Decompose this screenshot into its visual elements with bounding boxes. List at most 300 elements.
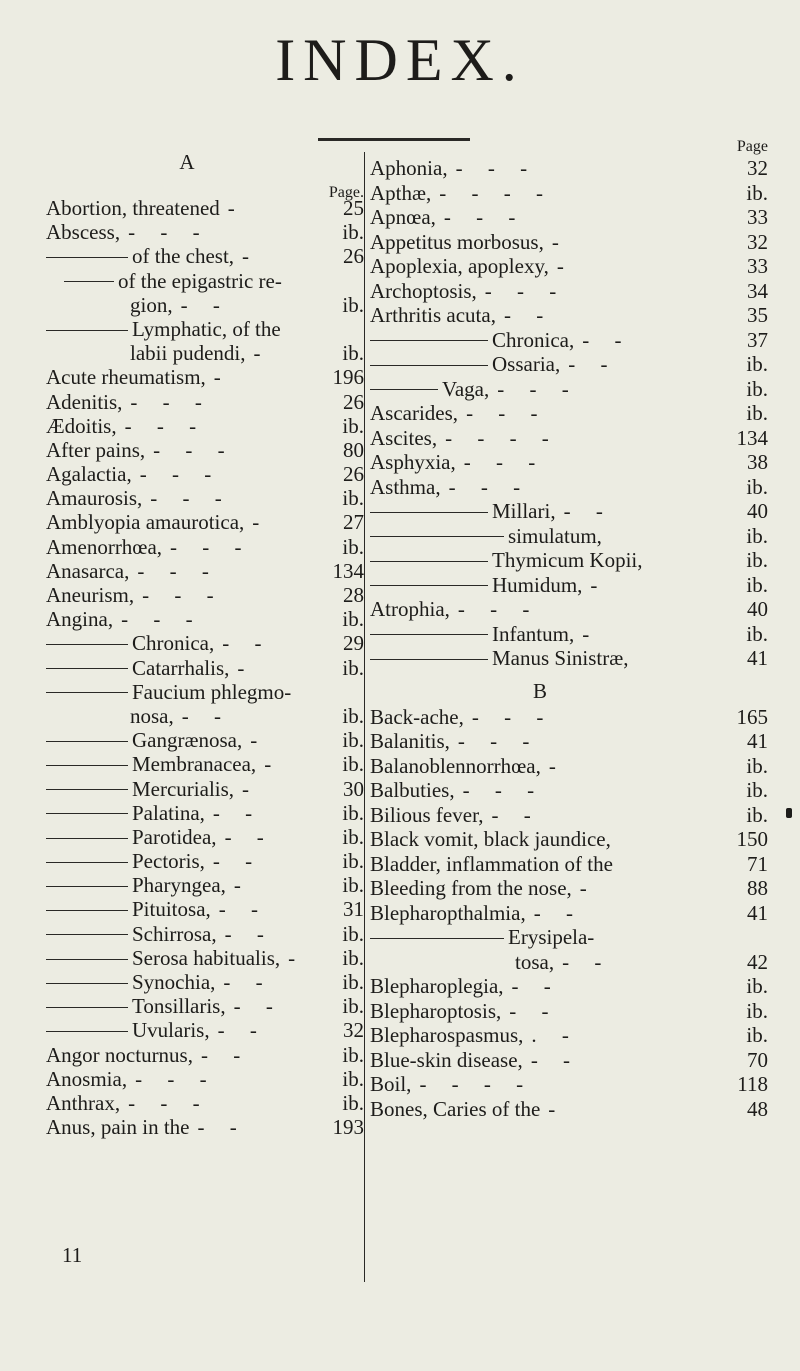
entry-term: Bones, Caries of the <box>370 1096 541 1121</box>
entry-page-number: 26 <box>343 244 364 269</box>
entry-page-number: 48 <box>747 1096 768 1121</box>
leader-dashes: - - - <box>484 278 567 303</box>
title-rule <box>318 138 470 141</box>
entry-term: Bladder, inflammation of the <box>370 851 613 876</box>
leader-dashes: - - <box>533 900 583 925</box>
leader-dashes: - - <box>197 1115 247 1140</box>
entry-term: Arthritis acuta, <box>370 303 496 327</box>
leader-dashes: - - - <box>142 583 224 607</box>
entry-term: Acute rheumatism, <box>46 365 206 390</box>
index-entry <box>370 597 770 622</box>
leader-dashes: - <box>548 1096 566 1121</box>
entry-term: Serosa habitualis, <box>132 945 281 970</box>
entry-page-number: ib. <box>342 970 364 994</box>
leader-dashes: - <box>242 776 260 801</box>
index-entry <box>370 377 770 402</box>
index-entry <box>46 1091 364 1115</box>
index-entry <box>46 631 364 655</box>
ditto-dash <box>46 959 128 960</box>
entry-page-number: ib. <box>746 1023 768 1047</box>
entry-page-number: 27 <box>343 510 364 535</box>
entry-term: Blepharospasmus, <box>370 1023 524 1047</box>
index-entry <box>370 827 770 852</box>
right-entry-list-a <box>370 156 770 671</box>
entry-term: Anosmia, <box>46 1066 128 1091</box>
leader-dashes: - - - <box>124 413 207 438</box>
entry-term: Apthæ, <box>370 180 432 205</box>
entry-page-number: ib. <box>746 401 768 425</box>
ditto-dash <box>46 934 128 935</box>
entry-page-number: ib. <box>342 655 364 680</box>
leader-dashes: - <box>582 621 600 646</box>
index-entry <box>46 559 364 583</box>
leader-dashes: - - - - <box>445 425 559 450</box>
ditto-dash <box>370 365 488 366</box>
page-column-header-right: Page <box>736 138 768 155</box>
right-column <box>370 138 770 1121</box>
ditto-dash <box>370 389 438 390</box>
index-entry <box>46 728 364 752</box>
entry-page-number: 30 <box>343 776 364 801</box>
entry-term: Faucium phlegmo- <box>132 679 292 704</box>
entry-term: Adenitis, <box>46 389 123 414</box>
entry-term: Catarrhalis, <box>132 655 230 680</box>
leader-dashes: - - - <box>457 597 540 621</box>
entry-page-number: ib. <box>746 352 768 376</box>
entry-term: tosa, <box>515 949 555 974</box>
entry-term: Ædoitis, <box>46 413 117 438</box>
index-entry <box>46 704 364 728</box>
entry-page-number: 71 <box>747 851 768 876</box>
leader-dashes: - <box>548 753 566 778</box>
leader-dashes: . - <box>531 1023 579 1047</box>
leader-dashes: - - <box>224 921 274 946</box>
entry-page-number: 31 <box>343 897 364 922</box>
leader-dashes: - <box>288 945 306 970</box>
entry-term: Anus, pain in the <box>46 1115 190 1140</box>
index-entry <box>370 499 770 524</box>
index-entry <box>46 922 364 946</box>
entry-page-number: ib. <box>342 873 364 898</box>
leader-dashes: - - - <box>463 450 546 474</box>
entry-page-number: 41 <box>747 729 768 753</box>
entry-page-number: 40 <box>747 499 768 523</box>
ditto-dash <box>46 668 128 669</box>
ditto-dash <box>370 634 488 635</box>
ditto-dash <box>370 561 488 562</box>
index-entry <box>46 1018 364 1042</box>
entry-term: Gangrænosa, <box>132 728 243 753</box>
entry-term: Agalactia, <box>46 462 132 487</box>
ditto-dash <box>46 1031 128 1032</box>
leader-dashes: - <box>250 728 268 753</box>
ditto-dash <box>46 910 128 911</box>
entry-page-number: 134 <box>332 558 364 583</box>
index-entry <box>370 401 770 426</box>
index-entry <box>370 999 770 1024</box>
index-entry <box>370 646 770 671</box>
page-title: INDEX. <box>275 27 525 93</box>
ditto-dash <box>46 789 128 790</box>
entry-page-number: 34 <box>747 278 768 303</box>
entry-term: Mercurialis, <box>132 776 235 801</box>
entry-term: Pituitosa, <box>132 897 211 922</box>
leader-dashes: - - - <box>150 486 232 511</box>
index-entry <box>370 705 770 730</box>
entry-term: Parotidea, <box>132 824 217 849</box>
left-column <box>46 148 364 1139</box>
entry-term: Membranacea, <box>132 752 257 777</box>
entry-page-number: ib. <box>342 752 364 777</box>
entry-term: Back-ache, <box>370 704 464 729</box>
leader-dashes: - - - - <box>419 1072 534 1096</box>
index-entry <box>46 1043 364 1067</box>
leader-dashes: - - - <box>170 534 252 559</box>
entry-term: Pectoris, <box>132 849 205 874</box>
leader-dashes: - - <box>563 499 613 523</box>
index-entry <box>46 510 364 534</box>
ditto-dash <box>46 741 128 742</box>
entry-page-number: 70 <box>747 1047 768 1072</box>
index-entry <box>370 1072 770 1097</box>
entry-page-number: 33 <box>747 205 768 229</box>
entry-term: Balanoblennorrhœa, <box>370 753 541 778</box>
entry-term: Palatina, <box>132 800 205 825</box>
leader-dashes: - <box>253 341 271 366</box>
entry-term: Balbuties, <box>370 778 455 802</box>
ditto-dash <box>46 692 128 693</box>
signature-number: 11 <box>62 1243 83 1267</box>
entry-page-number: ib. <box>342 728 364 753</box>
index-entry <box>370 925 770 950</box>
entry-page-number: 41 <box>747 900 768 925</box>
index-entry <box>370 254 770 279</box>
index-entry <box>370 328 770 353</box>
entry-term: Anthrax, <box>46 1090 121 1115</box>
leader-dashes: - - - <box>455 156 538 180</box>
leader-dashes: - - <box>233 994 283 1019</box>
leader-dashes: - <box>556 254 574 278</box>
entry-term: Atrophia, <box>370 597 450 621</box>
index-entry <box>46 341 364 365</box>
index-entry <box>46 946 364 970</box>
index-entry <box>46 535 364 559</box>
leader-dashes: - - - <box>128 1090 210 1115</box>
entry-term: Aphonia, <box>370 156 448 180</box>
entry-page-number: ib. <box>342 945 364 970</box>
ditto-dash <box>370 512 488 513</box>
entry-page-number: ib. <box>342 486 364 511</box>
ditto-dash <box>46 813 128 814</box>
leader-dashes: - - - <box>121 607 203 632</box>
margin-mark <box>786 808 792 818</box>
entry-term: Thymicum Kopii, <box>492 548 643 572</box>
entry-term: Lymphatic, of the <box>132 316 281 341</box>
index-entry <box>46 970 364 994</box>
entry-term: Black vomit, black jaundice, <box>370 827 611 851</box>
index-entry <box>46 1115 364 1139</box>
leader-dashes: - - <box>200 1042 251 1067</box>
index-entry <box>46 390 364 414</box>
leader-dashes: - <box>264 752 282 777</box>
entry-page-number: ib. <box>342 800 364 825</box>
ditto-dash <box>46 862 128 863</box>
entry-page-number: ib. <box>746 474 768 499</box>
entry-page-number: ib. <box>342 849 364 874</box>
leader-dashes: - <box>227 196 245 220</box>
entry-term: Apoplexia, apoplexy, <box>370 254 549 278</box>
entry-page-number: ib. <box>342 292 364 317</box>
index-entry <box>370 974 770 999</box>
leader-dashes: - - - - <box>439 180 553 205</box>
entry-page-number: 38 <box>747 450 768 474</box>
leader-dashes: - <box>590 572 608 597</box>
index-entry <box>370 573 770 598</box>
entry-page-number: ib. <box>746 778 768 802</box>
leader-dashes: - - <box>503 303 554 327</box>
ditto-dash <box>46 765 128 766</box>
index-entry <box>370 1097 770 1122</box>
leader-dashes: - - <box>511 974 561 998</box>
index-entry <box>370 852 770 877</box>
leader-dashes: - - <box>212 849 263 874</box>
entry-page-number: ib. <box>746 572 768 597</box>
entry-term: Aneurism, <box>46 583 135 607</box>
entry-page-number: 37 <box>747 327 768 352</box>
leader-dashes: - - <box>224 824 274 849</box>
right-entry-list-b <box>370 705 770 1122</box>
entry-page-number: 118 <box>737 1072 768 1096</box>
index-entry <box>370 524 770 549</box>
index-entry <box>46 849 364 873</box>
index-entry <box>46 607 364 631</box>
leader-dashes: - - <box>491 802 541 827</box>
entry-page-number: 28 <box>343 583 364 607</box>
page-column-header: Page. <box>328 184 364 201</box>
leader-dashes: - <box>579 876 597 900</box>
leader-dashes: - <box>252 510 270 535</box>
entry-term: Schirrosa, <box>132 921 217 946</box>
index-entry <box>46 680 364 704</box>
leader-dashes: - - - <box>466 401 548 425</box>
entry-term: simulatum, <box>508 523 602 548</box>
leader-dashes: - - - <box>457 729 540 753</box>
entry-page-number: 88 <box>747 876 768 900</box>
index-entry <box>370 1023 770 1048</box>
index-entry <box>46 873 364 897</box>
leader-dashes: - - <box>530 1047 581 1072</box>
entry-term: Bilious fever, <box>370 802 484 827</box>
leader-dashes: - - <box>582 327 632 352</box>
index-entry <box>370 754 770 779</box>
entry-term: After pains, <box>46 437 146 462</box>
entry-page-number: 32 <box>747 156 768 180</box>
index-entry <box>370 778 770 803</box>
index-entry <box>370 450 770 475</box>
entry-term: Ossaria, <box>492 352 561 376</box>
index-entry <box>370 205 770 230</box>
entry-page-number: 42 <box>747 949 768 974</box>
leader-dashes: - - <box>217 1018 267 1043</box>
entry-page-number: 29 <box>343 631 364 656</box>
index-entry <box>46 269 364 293</box>
entry-term: of the epigastric re- <box>118 268 282 293</box>
index-entry <box>46 994 364 1018</box>
entry-term: Tonsillaris, <box>132 994 226 1019</box>
entry-term: Archoptosis, <box>370 278 477 303</box>
ditto-dash <box>46 886 128 887</box>
index-entry <box>370 352 770 377</box>
entry-term: gion, <box>130 292 173 317</box>
ditto-dash <box>46 983 128 984</box>
index-entry <box>370 156 770 181</box>
index-entry <box>370 876 770 901</box>
entry-page-number: ib. <box>746 376 768 401</box>
ditto-dash <box>370 585 488 586</box>
index-entry <box>370 426 770 451</box>
entry-page-number: ib. <box>342 341 364 366</box>
entry-term: nosa, <box>130 703 174 728</box>
entry-page-number: ib. <box>746 180 768 205</box>
entry-page-number: ib. <box>342 824 364 849</box>
entry-term: Blepharoptosis, <box>370 998 502 1023</box>
entry-term: Amblyopia amaurotica, <box>46 510 245 535</box>
ditto-dash <box>370 938 504 939</box>
column-divider <box>364 152 365 1282</box>
index-entry <box>46 414 364 438</box>
index-entry <box>370 475 770 500</box>
entry-page-number: ib. <box>342 220 364 245</box>
entry-term: Synochia, <box>132 970 216 994</box>
entry-page-number: ib. <box>746 998 768 1023</box>
entry-term: Chronica, <box>132 631 215 656</box>
index-entry <box>46 220 364 244</box>
entry-term: labii pudendi, <box>130 341 246 366</box>
leader-dashes: - - <box>509 998 559 1023</box>
ditto-dash <box>46 838 128 839</box>
leader-dashes: - <box>237 655 255 680</box>
index-entry <box>370 230 770 255</box>
index-entry <box>46 486 364 510</box>
entry-page-number: ib. <box>342 534 364 559</box>
leader-dashes: - <box>213 365 231 390</box>
section-heading-b: B <box>532 678 547 703</box>
entry-page-number: ib. <box>342 607 364 632</box>
entry-page-number: ib. <box>342 921 364 946</box>
index-entry <box>46 752 364 776</box>
leader-dashes: - - <box>568 352 618 376</box>
entry-term: Bleeding from the nose, <box>370 876 572 900</box>
index-entry <box>370 729 770 754</box>
entry-page-number: 35 <box>747 303 768 327</box>
entry-term: Asphyxia, <box>370 450 456 474</box>
index-entry <box>370 950 770 975</box>
index-entry <box>46 897 364 921</box>
index-entry <box>370 803 770 828</box>
leader-dashes: - - - <box>130 389 212 414</box>
entry-term: Uvularis, <box>132 1018 210 1043</box>
entry-page-number: 196 <box>332 365 364 390</box>
index-entry <box>46 293 364 317</box>
entry-page-number: ib. <box>746 621 768 646</box>
leader-dashes: - - - <box>448 474 531 499</box>
entry-page-number: 165 <box>736 704 768 729</box>
leader-dashes: - - - <box>137 558 219 583</box>
index-entry <box>46 801 364 825</box>
entry-page-number: 33 <box>747 254 768 278</box>
index-entry <box>46 317 364 341</box>
ditto-dash <box>370 340 488 341</box>
index-entry <box>370 303 770 328</box>
entry-term: Ascarides, <box>370 401 459 425</box>
left-entry-list <box>46 196 364 1139</box>
entry-term: Amenorrhœa, <box>46 534 163 559</box>
index-entry <box>46 365 364 389</box>
entry-term: Boil, <box>370 1072 412 1096</box>
leader-dashes: - - - <box>497 376 579 401</box>
entry-term: Apnœa, <box>370 205 436 229</box>
ditto-dash <box>46 1007 128 1008</box>
entry-page-number: 32 <box>343 1018 364 1043</box>
leader-dashes: - - - <box>471 704 554 729</box>
entry-page-number: 40 <box>747 597 768 621</box>
entry-term: Pharyngea, <box>132 873 226 898</box>
index-entry <box>370 181 770 206</box>
entry-term: Infantum, <box>492 621 575 646</box>
entry-term: Anasarca, <box>46 558 130 583</box>
entry-term: Blepharoplegia, <box>370 974 504 998</box>
entry-page-number: 26 <box>343 462 364 487</box>
entry-term: Blue-skin disease, <box>370 1047 523 1072</box>
entry-term: Blepharopthalmia, <box>370 900 526 925</box>
index-entry <box>46 825 364 849</box>
entry-term: Chronica, <box>492 327 575 352</box>
entry-term: Appetitus morbosus, <box>370 229 544 254</box>
index-entry <box>46 244 364 268</box>
leader-dashes: - - - <box>139 462 222 487</box>
entry-term: Abscess, <box>46 220 121 245</box>
entry-term: Angina, <box>46 607 114 632</box>
ditto-dash <box>370 536 504 537</box>
entry-term: Manus Sinistræ, <box>492 646 629 670</box>
ditto-dash <box>64 281 114 282</box>
leader-dashes: - - - <box>135 1066 217 1091</box>
entry-page-number: 80 <box>343 437 364 462</box>
ditto-dash <box>46 330 128 331</box>
entry-term: Angor nocturnus, <box>46 1042 193 1067</box>
leader-dashes: - <box>242 244 260 269</box>
leader-dashes: - - <box>218 897 269 922</box>
entry-page-number: 134 <box>736 425 768 450</box>
index-entry <box>46 656 364 680</box>
leader-dashes: - - - <box>128 220 210 245</box>
leader-dashes: - - <box>181 703 231 728</box>
leader-dashes: - - - <box>443 205 526 229</box>
entry-page-number: 32 <box>747 229 768 254</box>
leader-dashes: - <box>551 229 569 254</box>
entry-term: of the chest, <box>132 244 235 269</box>
entry-page-number: 150 <box>736 827 768 851</box>
ditto-dash <box>46 257 128 258</box>
index-entry <box>370 622 770 647</box>
leader-dashes: - <box>233 873 251 898</box>
entry-page-number: ib. <box>746 974 768 998</box>
entry-term: Abortion, threatened <box>46 196 220 220</box>
entry-term: Humidum, <box>492 572 583 597</box>
index-entry <box>46 438 364 462</box>
entry-term: Erysipela- <box>508 925 595 949</box>
entry-page-number: ib. <box>342 994 364 1019</box>
